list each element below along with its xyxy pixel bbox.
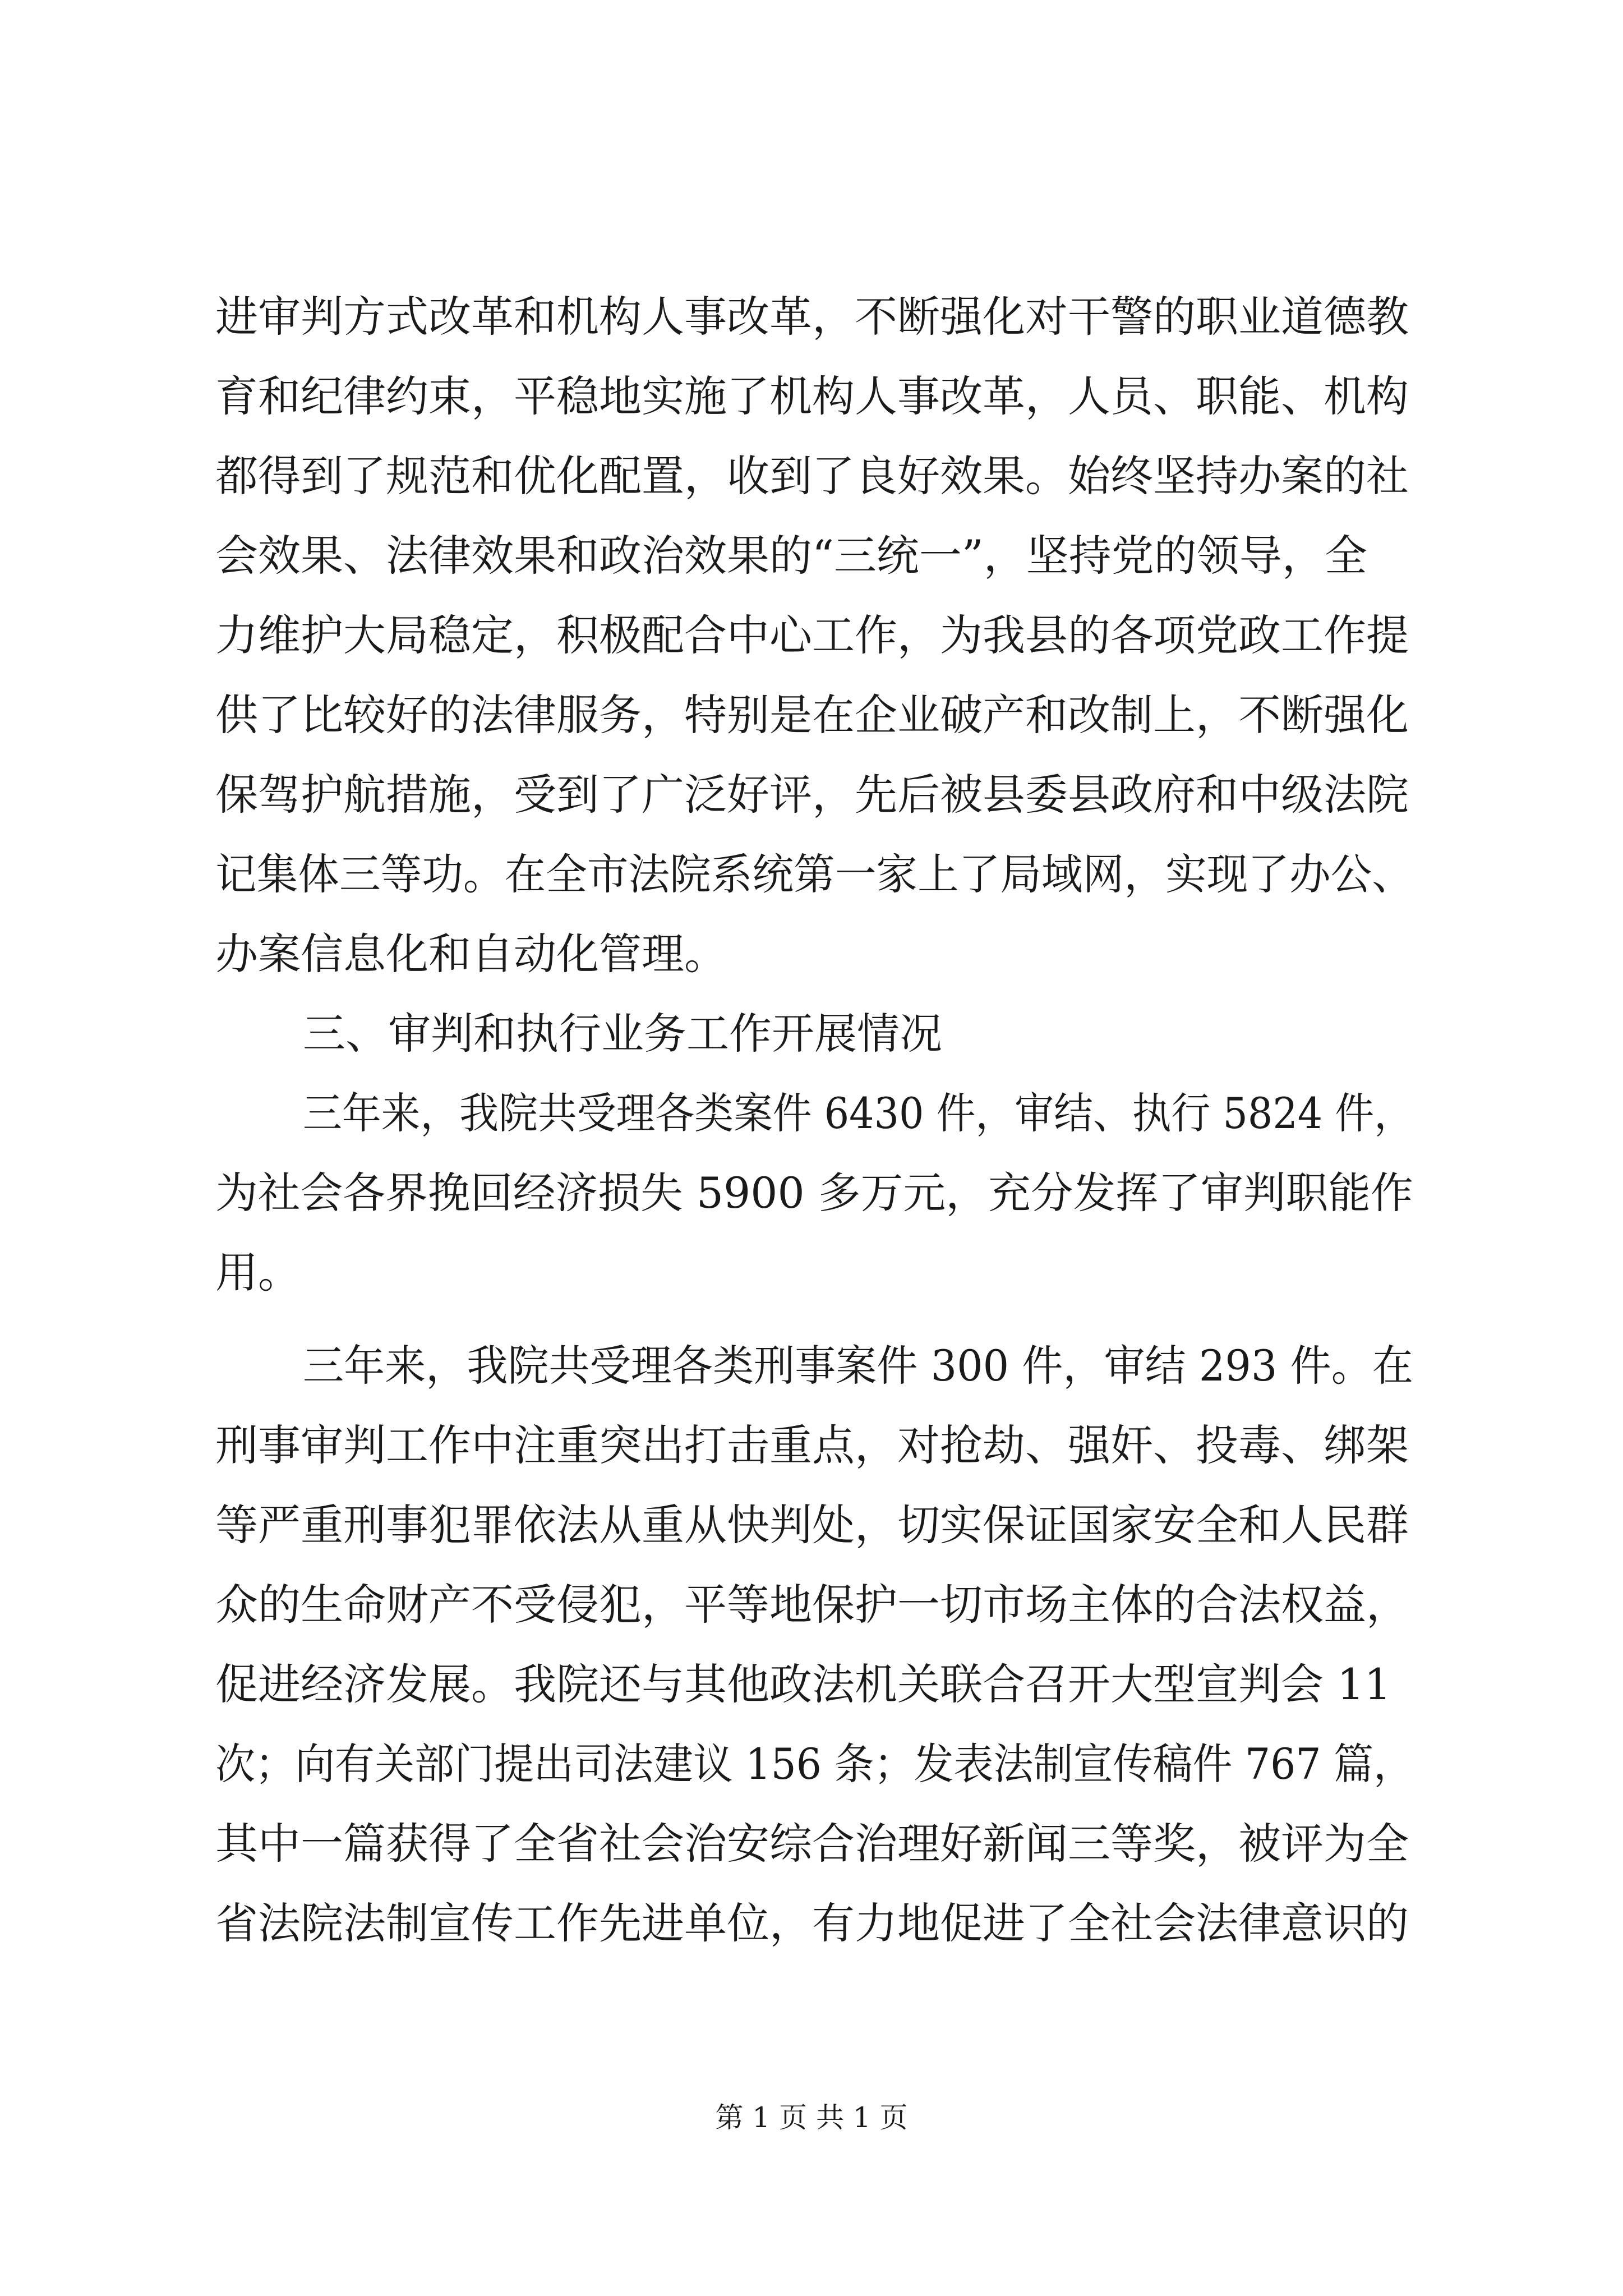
text-line-content: 其中一篇获得了全省社会治安综合治理好新闻三等奖，被评为全 (215, 1819, 1409, 1869)
text-line-content: 保驾护航措施，受到了广泛好评，先后被县委县政府和中级法院 (215, 770, 1409, 820)
text-line-content: 为社会各界挽回经济损失 5900 多万元，充分发挥了审判职能作 (215, 1168, 1413, 1218)
text-line (0, 1890, 1623, 1957)
text-line (0, 1332, 1623, 1400)
text-line (0, 761, 1623, 829)
text-line-content: 三年来，我院共受理各类刑事案件 300 件，审结 293 件。在 (303, 1341, 1413, 1391)
text-line-content: 促进经济发展。我院还与其他政法机关联合召开大型宣判会 11 (215, 1659, 1391, 1709)
text-line-content: 进审判方式改革和机构人事改革，不断强化对干警的职业道德教 (215, 292, 1409, 342)
text-line (0, 283, 1623, 351)
text-line (0, 1412, 1623, 1479)
text-line (0, 682, 1623, 749)
section-heading-text: 三、审判和执行业务工作开展情况 (303, 1009, 942, 1059)
text-line-content: 力维护大局稳定，积极配合中心工作，为我县的各项党政工作提 (215, 610, 1409, 660)
text-line (0, 921, 1623, 988)
text-line (0, 1159, 1623, 1227)
text-line-content: 三年来，我院共受理各类案件 6430 件，审结、执行 5824 件， (303, 1088, 1414, 1138)
text-line-content: 众的生命财产不受侵犯，平等地保护一切市场主体的合法权益， (215, 1580, 1409, 1630)
text-line (0, 1492, 1623, 1559)
text-line-content: 办案信息化和自动化管理。 (215, 929, 727, 979)
text-line (0, 363, 1623, 430)
text-line (0, 443, 1623, 510)
text-line-content: 刑事审判工作中注重突出打击重点，对抢劫、强奸、投毒、绑架 (215, 1420, 1409, 1470)
text-line-content: 次；向有关部门提出司法建议 156 条；发表法制宣传稿件 767 篇， (215, 1739, 1414, 1789)
text-line-content: 供了比较好的法律服务，特别是在企业破产和改制上，不断强化 (215, 690, 1409, 740)
text-line-content: 省法院法制宣传工作先进单位，有力地促进了全社会法律意识的 (215, 1898, 1409, 1948)
text-line (0, 1651, 1623, 1718)
text-line (0, 1810, 1623, 1878)
text-line (0, 1731, 1623, 1798)
text-line (0, 1571, 1623, 1639)
text-line (0, 841, 1623, 908)
text-line-content: 会效果、法律效果和政治效果的“三统一”，坚持党的领导，全 (215, 531, 1367, 581)
text-line (0, 1080, 1623, 1147)
page-footer: 第 1 页 共 1 页 (715, 2101, 908, 2134)
text-line-content: 等严重刑事犯罪依法从重从快判处，切实保证国家安全和人民群 (215, 1500, 1409, 1550)
text-line-content: 都得到了规范和优化配置，收到了良好效果。始终坚持办案的社 (215, 451, 1409, 501)
text-line-content: 用。 (215, 1248, 301, 1297)
text-line-content: 育和纪律约束，平稳地实施了机构人事改革，人员、职能、机构 (215, 371, 1409, 421)
text-line (0, 1239, 1623, 1306)
text-line (0, 602, 1623, 669)
text-line-content: 记集体三等功。在全市法院系统第一家上了局域网，实现了办公、 (215, 849, 1413, 899)
text-line (0, 522, 1623, 590)
section-heading (0, 1000, 1623, 1068)
